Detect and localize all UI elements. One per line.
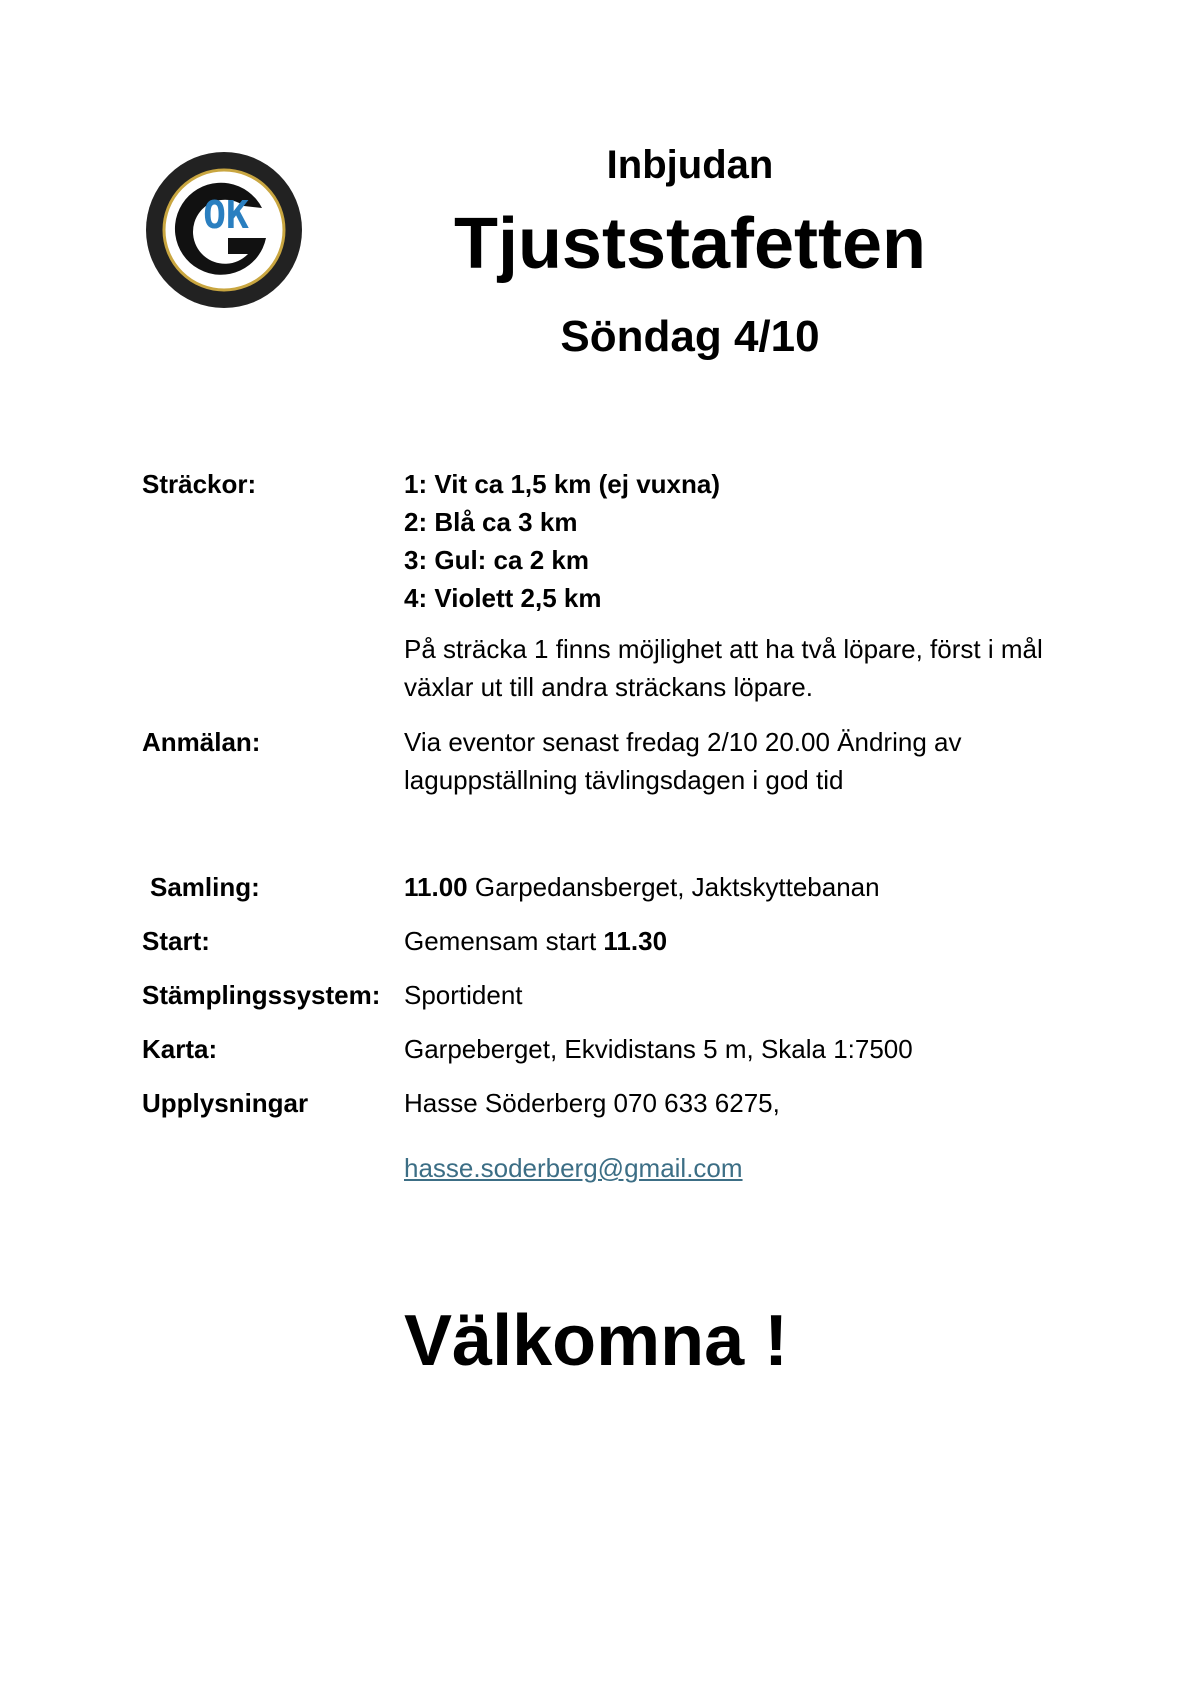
samling-place: Garpedansberget, Jaktskyttebanan — [474, 872, 880, 902]
start-label: Start: — [142, 926, 210, 956]
samling-label: Samling: — [150, 872, 260, 902]
start-prefix: Gemensam start — [404, 926, 597, 956]
legs-list — [404, 465, 1084, 617]
event-date: Söndag 4/10 — [560, 312, 820, 361]
welcome-text: Välkomna ! — [404, 1301, 789, 1381]
start-time: 11.30 — [603, 926, 668, 956]
email-link-wrapper — [404, 1149, 1084, 1187]
strackor-note: På sträcka 1 finns möjlighet att ha två löpare, först i mål växlar ut till andra sträckans löpare. — [404, 634, 1043, 702]
upplysningar-label: Upplysningar — [142, 1088, 309, 1118]
karta-value: Garpeberget, Ekvidistans 5 m, Skala 1:7500 — [404, 1034, 913, 1064]
anmalan-value: Via eventor senast fredag 2/10 20.00 Ändring av laguppställning tävlingsdagen i god tid — [404, 727, 962, 795]
upplysningar-value: Hasse Söderberg 070 633 6275, — [404, 1088, 780, 1118]
leg-4: 4: Violett 2,5 km — [404, 583, 602, 613]
strackor-label: Sträckor: — [142, 469, 257, 499]
leg-1: 1: Vit ca 1,5 km (ej vuxna) — [404, 469, 720, 499]
start-value — [404, 922, 1084, 960]
leg-3: 3: Gul: ca 2 km — [404, 545, 589, 575]
event-title: Tjuststafetten — [453, 204, 927, 284]
invitation-heading: Inbjudan — [606, 143, 774, 187]
leg-2: 2: Blå ca 3 km — [404, 507, 578, 537]
stampling-label: Stämplingssystem: — [142, 980, 381, 1010]
anmalan-label: Anmälan: — [142, 727, 261, 757]
samling-time: 11.00 — [404, 872, 468, 902]
club-logo — [144, 150, 304, 310]
logo-text: OK — [203, 193, 249, 237]
karta-label: Karta: — [142, 1034, 218, 1064]
email-link[interactable]: hasse.soderberg@gmail.com — [404, 1153, 743, 1183]
samling-value — [404, 868, 1084, 906]
stampling-value: Sportident — [404, 980, 523, 1010]
